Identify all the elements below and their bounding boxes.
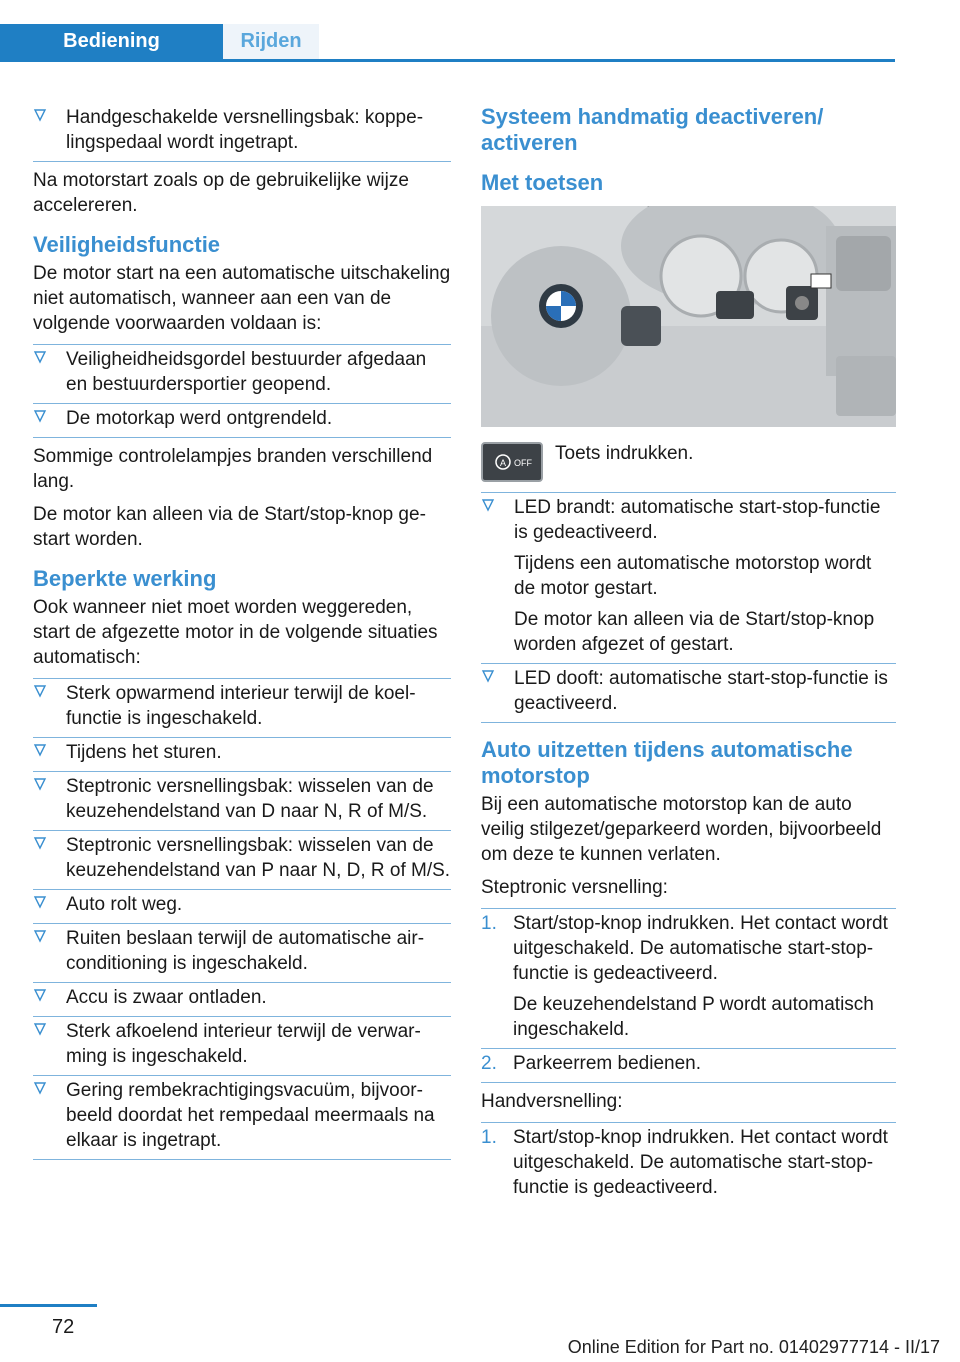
list-item [481, 493, 896, 663]
section-title-beperkte-werking: Beperkte werking [33, 566, 217, 591]
list-item-text: Steptronic versnellingsbak: wisselen van de keuzehendelstand van P naar N, D, R of M/S. [66, 835, 451, 881]
safety-conditions-list [33, 344, 451, 438]
led-status-list [481, 492, 896, 723]
step-item [481, 909, 896, 1048]
step-text: Start/stop-knop indrukken. Het contact wordt uitgeschakeld. De automatische start-stop-functie is gedeactiveerd. [513, 1127, 888, 1198]
triangle-bullet-icon [33, 1022, 47, 1036]
note-paragraph: Sommige controlelampjes branden verschillend lang. [33, 446, 433, 492]
list-item-text: LED dooft: automatische start-stop-functie is geactiveerd. [514, 668, 888, 714]
list-item-text: De motorkap werd ontgrendeld. [66, 408, 333, 429]
triangle-bullet-icon [33, 409, 47, 423]
steering-wheel-photo [481, 206, 896, 427]
chapter-header [0, 0, 895, 62]
steptronic-steps [481, 908, 896, 1083]
section-title-auto-uitzetten: Auto uitzetten tijdens automatische motorstop [481, 737, 853, 788]
triangle-bullet-icon [33, 684, 47, 698]
step-text: Start/stop-knop indrukken. Het contact wordt uitgeschakeld. De automatische start-stop-functie is gedeactiveerd. [513, 913, 888, 984]
key-instruction [481, 441, 896, 482]
list-item [481, 663, 896, 722]
header-rule [0, 59, 895, 62]
list-item-text: Handgeschakelde versnellingsbak: koppelingspedaal wordt ingetrapt. [66, 107, 424, 153]
section-title-systeem: Systeem handmatig deactiveren/ activeren [481, 104, 824, 155]
list-item [33, 830, 451, 889]
list-item [33, 1075, 451, 1159]
left-column [33, 103, 451, 1166]
list-item-text: Steptronic versnellingsbak: wisselen van de keuzehendelstand van D naar N, R of M/S. [66, 776, 434, 822]
list-item [33, 403, 451, 437]
list-item [33, 103, 451, 161]
steptronic-label: Steptronic versnelling: [481, 877, 668, 898]
tab-rijden[interactable]: Rijden [223, 24, 319, 59]
tab-bediening[interactable]: Bediening [0, 24, 223, 59]
triangle-bullet-icon [33, 929, 47, 943]
list-item-text: Ruiten beslaan terwijl de automatische airconditioning is ingeschakeld. [66, 928, 425, 974]
list-item-subtext: De motor kan alleen via de Start/stop-knop worden afgezet of gestart. [514, 609, 875, 655]
list-item [33, 923, 451, 982]
svg-text:A: A [499, 458, 507, 468]
step-subtext: De keuzehendelstand P wordt automatisch ingeschakeld. [513, 994, 874, 1040]
manual-label: Handversnelling: [481, 1091, 623, 1112]
section-paragraph: Bij een automatische motorstop kan de auto veilig stilgezet/geparkeerd worden, bijvoorbeeld om deze te kunnen verlaten. [481, 794, 882, 865]
triangle-bullet-icon [33, 108, 47, 122]
triangle-bullet-icon [481, 669, 495, 683]
list-item-text: Tijdens het sturen. [66, 742, 222, 763]
list-item [33, 771, 451, 830]
triangle-bullet-icon [33, 350, 47, 364]
manual-steps [481, 1122, 896, 1206]
intro-paragraph: Na motorstart zoals op de gebruikelijke wijze accelereren. [33, 170, 409, 216]
step-text: Parkeerrem bedienen. [513, 1053, 701, 1074]
triangle-bullet-icon [33, 743, 47, 757]
list-item-text: Sterk opwarmend interieur terwijl de koelfunctie is ingeschakeld. [66, 683, 416, 729]
key-instruction-text: Toets indrukken. [555, 443, 694, 464]
note-paragraph: De motor kan alleen via de Start/stop-knop gestart worden. [33, 504, 426, 550]
list-item-text: LED brandt: automatische start-stop-functie is gedeactiveerd. Tijdens een automatische motorstop wordt de motor gestart. De motor kan alleen via de Start/stop-knop worden afgezet of gestart. [514, 493, 896, 663]
list-item-text: Accu is zwaar ontladen. [66, 987, 267, 1008]
section-paragraph: De motor start na een automatische uitschakeling niet automatisch, wanneer aan een van de volgende voorwaarden voldaan is: [33, 263, 451, 334]
triangle-bullet-icon [33, 988, 47, 1002]
list-item [33, 737, 451, 771]
step-number: 1. [481, 913, 497, 934]
list-item-subtext: Tijdens een automatische motorstop wordt de motor gestart. [514, 553, 872, 599]
triangle-bullet-icon [481, 498, 495, 512]
right-column [481, 104, 896, 1212]
section-paragraph: Ook wanneer niet moet worden weggereden, start de afgezette motor in de volgende situaties automatisch: [33, 597, 438, 668]
auto-start-conditions-list [33, 678, 451, 1160]
triangle-bullet-icon [33, 1081, 47, 1095]
list-item [33, 889, 451, 923]
list-item-text: Gering rembekrachtigingsvacuüm, bijvoorbeeld doordat het rempedaal meermaals na elkaar is ingetrapt. [66, 1080, 435, 1151]
svg-text:OFF: OFF [514, 458, 532, 468]
edition-note: Online Edition for Part no. 01402977714 - II/17 [567, 1337, 940, 1357]
list-item [33, 679, 451, 737]
step-item [481, 1123, 896, 1206]
step-number: 2. [481, 1053, 497, 1074]
triangle-bullet-icon [33, 836, 47, 850]
list-item-text: Auto rolt weg. [66, 894, 183, 915]
footer-rule [0, 1304, 97, 1307]
triangle-bullet-icon [33, 777, 47, 791]
step-item [481, 1048, 896, 1082]
section-title-veiligheidsfunctie: Veiligheidsfunctie [33, 232, 221, 257]
list-item-text: Veiligheidheidsgordel bestuurder afgedaan en bestuurdersportier geopend. [66, 349, 427, 395]
list-item [33, 982, 451, 1016]
subsection-title-met-toetsen: Met toetsen [481, 170, 604, 195]
intro-list [33, 103, 451, 162]
list-item [33, 345, 451, 403]
step-number: 1. [481, 1127, 497, 1148]
list-item [33, 1016, 451, 1075]
auto-start-stop-off-button-icon [481, 442, 543, 482]
list-item-text: Sterk afkoelend interieur terwijl de verwarming is ingeschakeld. [66, 1021, 421, 1067]
triangle-bullet-icon [33, 895, 47, 909]
page-number: 72 [52, 1316, 75, 1338]
